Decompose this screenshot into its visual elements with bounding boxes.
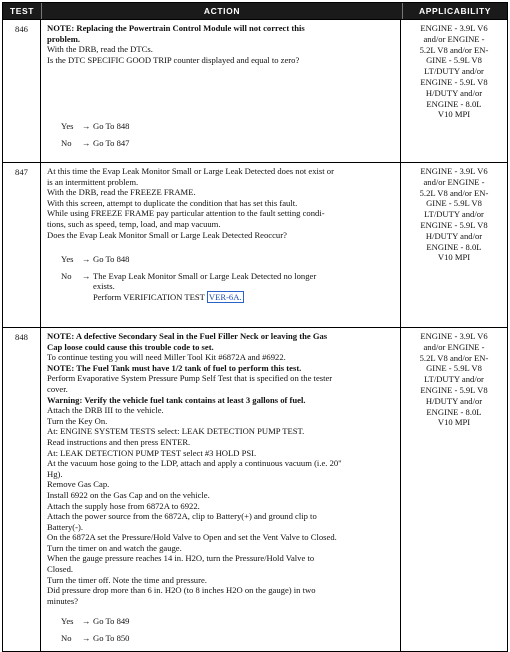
option-yes[interactable] — [61, 254, 396, 265]
step-text: Hg). — [47, 468, 63, 479]
applicability-line: V10 MPI — [437, 417, 471, 428]
applicability-line: ENGINE - 8.0L — [426, 241, 482, 252]
question-text: Does the Evap Leak Monitor Small or Large Leak Detected Reoccur? — [47, 229, 287, 240]
arrow-icon: → — [81, 616, 91, 627]
applicability-line: 5.2L V8 and/or EN- — [419, 187, 489, 198]
warning-text: Warning: Verify the vehicle fuel tank contains at least 3 gallons of fuel. — [47, 394, 306, 405]
applicability-line: H/DUTY and/or — [425, 87, 483, 98]
applicability-line: V10 MPI — [437, 252, 471, 263]
instruction-text: To continue testing you will need Miller Tool Kit #6872A and #6922. — [47, 352, 286, 363]
step-text: At the vacuum hose going to the LDP, attach and apply a continuous vacuum (i.e. 20" — [47, 458, 342, 469]
applicability-line: and/or ENGINE - — [423, 33, 485, 44]
step-text: Read instructions and then press ENTER. — [47, 436, 191, 447]
applicability-line: GINE - 5.9L V8 — [426, 55, 482, 66]
instruction-text: At this time the Evap Leak Monitor Small or Large Leak Detected does not exist or — [47, 166, 334, 176]
applicability-line: H/DUTY and/or — [425, 395, 483, 406]
applicability-cell — [401, 20, 507, 162]
step-text: Battery(-). — [47, 521, 84, 532]
verification-line — [93, 292, 396, 303]
instruction-text: is an intermittent problem. — [47, 176, 139, 187]
table-row — [3, 19, 507, 162]
option-result — [93, 271, 396, 303]
option-no[interactable] — [61, 633, 396, 644]
applicability-line: ENGINE - 5.9L V8 — [420, 219, 488, 230]
goto-link[interactable]: Go To 847 — [93, 137, 130, 148]
option-yes[interactable] — [61, 616, 396, 627]
header-test: TEST — [3, 3, 42, 19]
applicability-line: ENGINE - 3.9L V6 — [420, 331, 488, 341]
step-text: At: ENGINE SYSTEM TESTS select: LEAK DETECTION PUMP TEST. — [47, 426, 305, 437]
applicability-line: V10 MPI — [437, 109, 471, 120]
step-text: On the 6872A set the Pressure/Hold Valve to Open and set the Vent Valve to Closed. — [47, 532, 337, 543]
action-cell — [41, 163, 401, 327]
step-text: Did pressure drop more than 6 in. H2O (to 8 inches H2O on the gauge) in two — [47, 585, 316, 596]
result-text: The Evap Leak Monitor Small or Large Leak Detected no longer — [93, 270, 317, 281]
instruction-text: tions, such as speed, temp, load, and map vacuum. — [47, 218, 221, 229]
applicability-line: and/or ENGINE - — [423, 176, 485, 187]
test-number: 846 — [3, 20, 41, 162]
step-text: Turn the timer off. Note the time and pressure. — [47, 574, 207, 585]
test-number: 848 — [3, 328, 41, 651]
instruction-text: cover. — [47, 383, 68, 394]
option-no[interactable] — [61, 138, 396, 149]
applicability-line: GINE - 5.9L V8 — [426, 198, 482, 209]
step-text: Attach the supply hose from 6872A to 6922. — [47, 500, 200, 511]
option-label: No — [61, 633, 72, 644]
applicability-line: LT/DUTY and/or — [424, 209, 484, 220]
instruction-text: With the DRB, read the DTCs. — [47, 44, 153, 55]
note-text: NOTE: A defective Secondary Seal in the Fuel Filler Neck or leaving the Gas — [47, 331, 328, 341]
table-row — [3, 327, 507, 651]
step-text: Turn the timer on and watch the gauge. — [47, 542, 182, 553]
note-text: problem. — [47, 33, 81, 44]
step-text: minutes? — [47, 595, 79, 606]
applicability-line: H/DUTY and/or — [425, 230, 483, 241]
note-text: NOTE: Replacing the Powertrain Control Module will not correct this — [47, 23, 305, 33]
option-label: Yes — [61, 616, 74, 627]
verification-test-link[interactable]: VER-6A. — [208, 291, 242, 302]
applicability-line: ENGINE - 5.9L V8 — [420, 76, 488, 87]
applicability-line: 5.2L V8 and/or EN- — [419, 44, 489, 55]
option-label: No — [61, 270, 72, 281]
instruction-text: While using FREEZE FRAME pay particular attention to the fault setting condi- — [47, 208, 325, 219]
step-text: Closed. — [47, 564, 74, 575]
instruction-text: With this screen, attempt to duplicate the condition that has set this fault. — [47, 197, 298, 208]
step-text: At: LEAK DETECTION PUMP TEST select #3 HOLD PSI. — [47, 447, 257, 458]
applicability-line: ENGINE - 5.9L V8 — [420, 384, 488, 395]
applicability-line: ENGINE - 3.9L V6 — [420, 23, 488, 33]
arrow-icon: → — [81, 137, 91, 148]
option-label: Yes — [61, 121, 74, 132]
option-yes[interactable] — [61, 121, 396, 132]
goto-link[interactable]: Go To 850 — [93, 633, 130, 644]
table-header — [3, 3, 507, 19]
action-cell — [41, 328, 401, 651]
option-label: No — [61, 137, 72, 148]
arrow-icon: → — [81, 633, 91, 644]
option-no[interactable] — [61, 271, 396, 303]
header-action: ACTION — [42, 3, 403, 19]
verification-text: Perform VERIFICATION TEST — [93, 291, 205, 302]
table-row — [3, 162, 507, 327]
result-text: exists. — [93, 281, 115, 292]
action-cell — [41, 20, 401, 162]
note-text: Cap loose could cause this trouble code to set. — [47, 341, 214, 352]
applicability-line: and/or ENGINE - — [423, 341, 485, 352]
step-text: Attach the DRB III to the vehicle. — [47, 405, 164, 416]
arrow-icon: → — [81, 254, 91, 265]
applicability-line: LT/DUTY and/or — [424, 374, 484, 385]
question-text: Is the DTC SPECIFIC GOOD TRIP counter displayed and equal to zero? — [47, 54, 300, 65]
step-text: When the gauge pressure reaches 14 in. H2O, turn the Pressure/Hold Valve to — [47, 553, 315, 564]
step-text: Turn the Key On. — [47, 415, 108, 426]
goto-link[interactable]: Go To 848 — [93, 121, 130, 132]
arrow-icon: → — [81, 270, 91, 281]
applicability-line: ENGINE - 8.0L — [426, 98, 482, 109]
step-list — [47, 405, 396, 606]
diagnostic-table — [2, 2, 508, 652]
arrow-icon: → — [81, 121, 91, 132]
applicability-line: ENGINE - 3.9L V6 — [420, 166, 488, 176]
applicability-cell — [401, 163, 507, 327]
applicability-line: 5.2L V8 and/or EN- — [419, 352, 489, 363]
step-text: Attach the power source from the 6872A, clip to Battery(+) and ground clip to — [47, 511, 317, 522]
instruction-text: Perform Evaporative System Pressure Pump Self Test that is specified on the tester — [47, 373, 333, 384]
applicability-line: GINE - 5.9L V8 — [426, 363, 482, 374]
step-text: Remove Gas Cap. — [47, 479, 110, 490]
step-text: Install 6922 on the Gas Cap and on the vehicle. — [47, 489, 210, 500]
test-number: 847 — [3, 163, 41, 327]
option-label: Yes — [61, 254, 74, 265]
goto-link[interactable]: Go To 849 — [93, 616, 130, 627]
applicability-line: LT/DUTY and/or — [424, 66, 484, 77]
applicability-line: ENGINE - 8.0L — [426, 406, 482, 417]
header-applicability: APPLICABILITY — [418, 6, 492, 16]
goto-link[interactable]: Go To 848 — [93, 254, 130, 265]
instruction-text: With the DRB, read the FREEZE FRAME. — [47, 187, 196, 198]
applicability-cell — [401, 328, 507, 651]
note-text: NOTE: The Fuel Tank must have 1/2 tank of fuel to perform this test. — [47, 362, 302, 373]
